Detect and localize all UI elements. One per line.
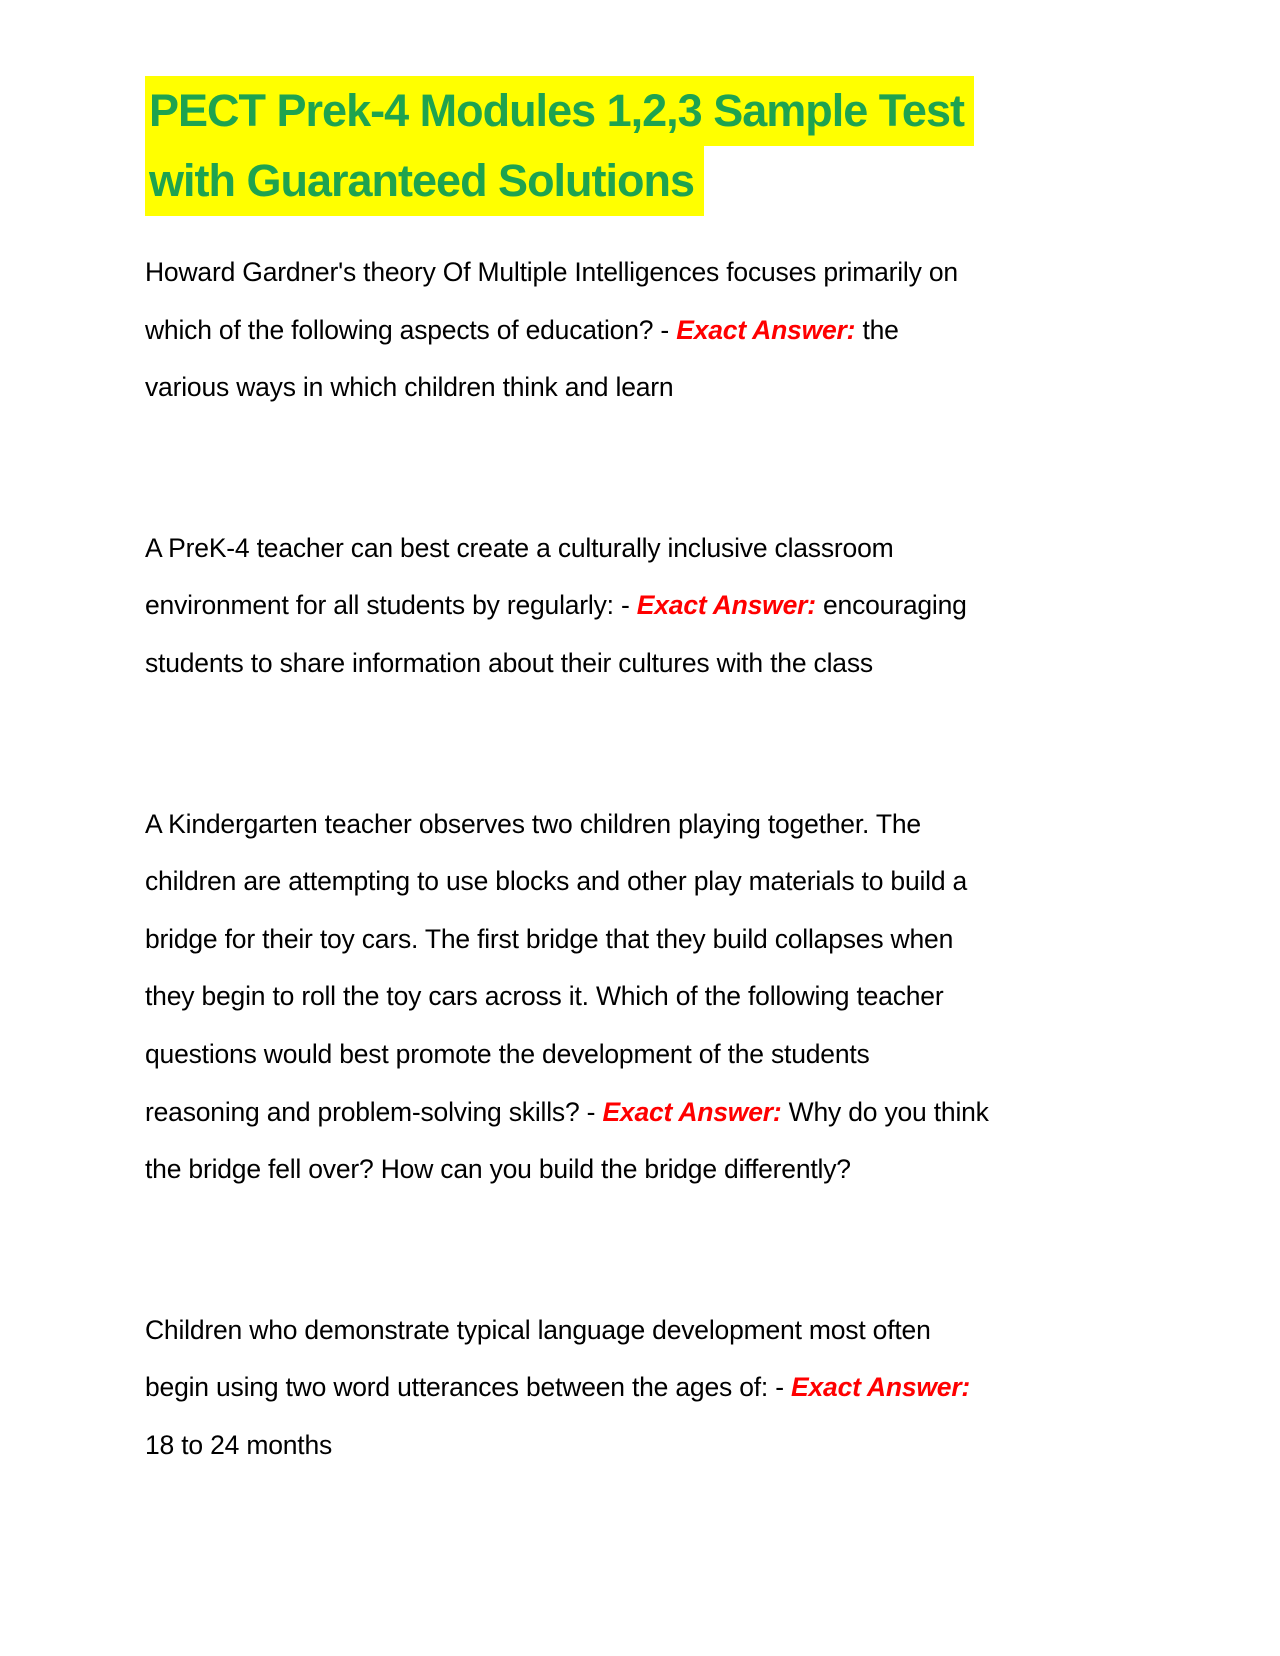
exact-answer-label: Exact Answer: [636, 590, 816, 621]
text-segment: environment for all students by regularly: - [145, 590, 637, 621]
text-segment: Howard Gardner's theory Of Multiple Intelligences focuses primarily on [145, 257, 958, 287]
document-title [145, 0, 1185, 216]
qa-paragraph [145, 520, 1185, 693]
qa-paragraph [145, 244, 1185, 417]
text-segment: 18 to 24 months [145, 1429, 333, 1460]
text-line [145, 1359, 1185, 1417]
text-segment: they begin to roll the toy cars across it. Which of the following teacher [145, 981, 944, 1012]
text-segment: which of the following aspects of education? - [145, 314, 677, 345]
text-line [145, 359, 1185, 417]
text-segment: questions would best promote the development of the students [145, 1038, 870, 1069]
qa-paragraph [145, 796, 1185, 1199]
exact-answer-label: Exact Answer: [602, 1096, 782, 1127]
text-line [145, 796, 1185, 854]
text-line [145, 635, 1185, 693]
text-segment: the [855, 314, 899, 345]
text-line [145, 1084, 1185, 1142]
qa-paragraphs [145, 244, 1185, 1475]
exact-answer-label: Exact Answer: [791, 1372, 971, 1403]
text-segment: A Kindergarten teacher observes two children playing together. The [145, 808, 921, 839]
text-line [145, 968, 1185, 1026]
title-highlight: with Guaranteed Solutions [145, 146, 704, 216]
text-segment: Why do you think [781, 1096, 989, 1127]
text-line [145, 1141, 1185, 1199]
text-segment: reasoning and problem-solving skills? - [145, 1096, 603, 1127]
qa-paragraph [145, 1302, 1185, 1475]
text-segment: begin using two word utterances between the ages of: - [145, 1372, 792, 1403]
text-segment: A PreK-4 teacher can best create a culturally inclusive classroom [145, 532, 894, 563]
exact-answer-label: Exact Answer: [676, 314, 856, 345]
text-line [145, 1026, 1185, 1084]
title-line [145, 146, 1185, 216]
text-line [145, 853, 1185, 911]
text-line [145, 1302, 1185, 1360]
text-segment: children are attempting to use blocks and other play materials to build a [145, 866, 968, 897]
text-segment: Children who demonstrate typical language development most often [145, 1314, 931, 1345]
text-line [145, 302, 1185, 360]
text-segment: bridge for their toy cars. The first bridge that they build collapses when [145, 923, 954, 954]
text-line [145, 520, 1185, 578]
text-segment: various ways in which children think and learn [145, 372, 674, 403]
text-line [145, 577, 1185, 635]
text-segment: students to share information about their cultures with the class [145, 647, 873, 678]
text-segment: the bridge fell over? How can you build the bridge differently? [145, 1154, 851, 1185]
title-highlight: PECT Prek-4 Modules 1,2,3 Sample Test [145, 76, 974, 146]
text-line [145, 911, 1185, 969]
title-line [145, 76, 1185, 146]
text-segment: encouraging [815, 590, 967, 621]
text-line [145, 244, 1185, 302]
text-line [145, 1417, 1185, 1475]
